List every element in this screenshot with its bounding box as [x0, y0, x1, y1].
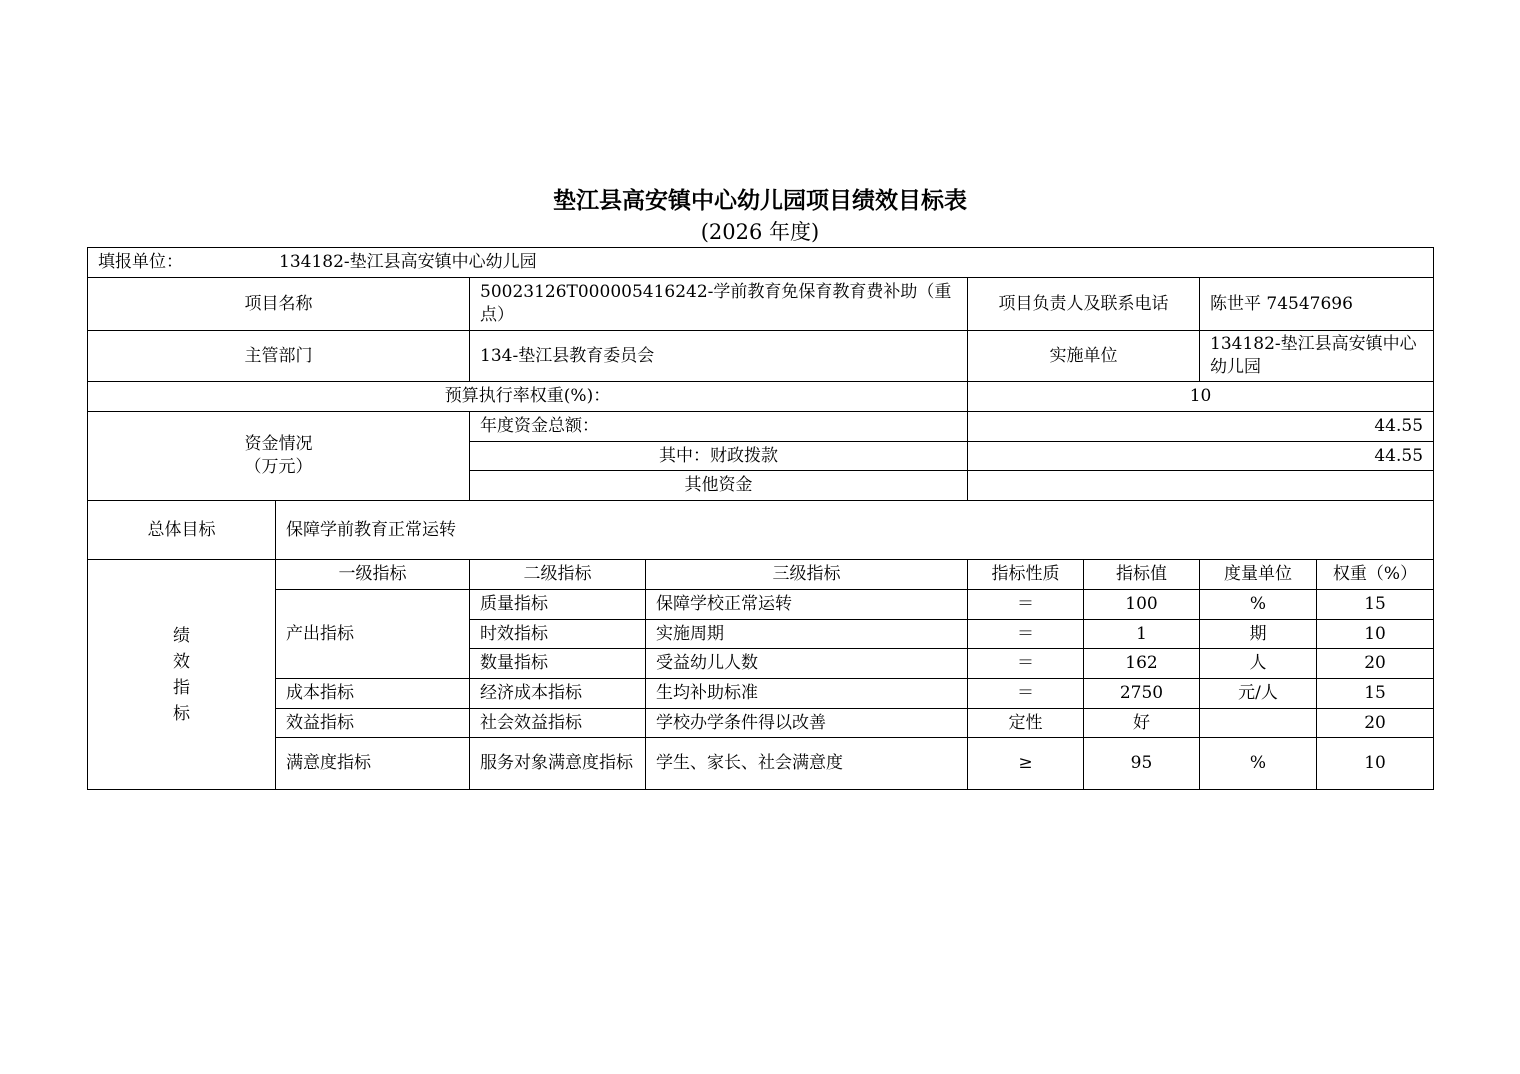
level1-indicator: 满意度指标: [276, 738, 470, 790]
indicator-weight: 10: [1317, 620, 1434, 649]
annual-total-label: 年度资金总额：: [470, 412, 968, 442]
reporting-unit-value: 134182-垫江县高安镇中心幼儿园: [279, 252, 537, 272]
reporting-unit-row: [88, 248, 1434, 278]
indicator-value: 100: [1084, 590, 1200, 620]
level2-indicator: 数量指标: [470, 649, 646, 679]
reporting-unit-cell: [88, 248, 1434, 278]
indicator-value: 2750: [1084, 679, 1200, 709]
level3-indicator: 受益幼儿人数: [646, 649, 968, 679]
column-header: 二级指标: [470, 560, 646, 590]
level2-indicator: 质量指标: [470, 590, 646, 620]
level2-indicator: 经济成本指标: [470, 679, 646, 709]
perf-label-char: 标: [172, 703, 190, 724]
perf-label-char: 绩: [172, 625, 190, 646]
table-row: [88, 709, 1434, 738]
indicator-unit: 元/人: [1200, 679, 1317, 709]
overall-goal-row: [88, 501, 1434, 560]
column-header: 权重（%）: [1317, 560, 1434, 590]
contact-label: 项目负责人及联系电话: [968, 278, 1200, 331]
level2-indicator: 社会效益指标: [470, 709, 646, 738]
budget-weight-value: 10: [968, 382, 1434, 412]
column-header: 指标性质: [968, 560, 1084, 590]
indicator-value: 95: [1084, 738, 1200, 790]
indicator-nature: 定性: [968, 709, 1084, 738]
budget-weight-row: [88, 382, 1434, 412]
funds-label: [88, 412, 470, 501]
department-value: 134-垫江县教育委员会: [470, 331, 968, 382]
indicator-value: 好: [1084, 709, 1200, 738]
level1-indicator: 效益指标: [276, 709, 470, 738]
level1-indicator: 成本指标: [276, 679, 470, 709]
indicator-weight: 20: [1317, 649, 1434, 679]
table-row: [88, 679, 1434, 709]
annual-total-value: 44.55: [968, 412, 1434, 442]
perf-label-char: 效: [172, 651, 190, 672]
indicator-value: 1: [1084, 620, 1200, 649]
indicator-value: 162: [1084, 649, 1200, 679]
indicator-weight: 20: [1317, 709, 1434, 738]
funds-label-line1: 资金情况: [244, 434, 313, 454]
level3-indicator: 实施周期: [646, 620, 968, 649]
indicator-unit: %: [1200, 738, 1317, 790]
department-label: 主管部门: [88, 331, 470, 382]
indicator-unit: 期: [1200, 620, 1317, 649]
indicator-nature: ＝: [968, 590, 1084, 620]
indicator-weight: 15: [1317, 590, 1434, 620]
level3-indicator: 学生、家长、社会满意度: [646, 738, 968, 790]
fiscal-funds-value: 44.55: [968, 442, 1434, 471]
column-header: 一级指标: [276, 560, 470, 590]
level3-indicator: 保障学校正常运转: [646, 590, 968, 620]
level2-indicator: 时效指标: [470, 620, 646, 649]
fiscal-funds-label: 其中：财政拨款: [470, 442, 968, 471]
column-header: 度量单位: [1200, 560, 1317, 590]
department-row: [88, 331, 1434, 382]
reporting-unit-label: 填报单位：: [98, 252, 183, 272]
project-name-row: [88, 278, 1434, 331]
table-row: [88, 738, 1434, 790]
indicator-nature: ＝: [968, 649, 1084, 679]
column-header: 三级指标: [646, 560, 968, 590]
level3-indicator: 生均补助标准: [646, 679, 968, 709]
performance-target-table: [87, 247, 1434, 790]
project-name-label: 项目名称: [88, 278, 470, 331]
implementing-unit-value: 134182-垫江县高安镇中心幼儿园: [1200, 331, 1434, 382]
level2-indicator: 服务对象满意度指标: [470, 738, 646, 790]
document-title: 垫江县高安镇中心幼儿园项目绩效目标表: [553, 188, 967, 214]
indicator-unit: [1200, 709, 1317, 738]
implementing-unit-label: 实施单位: [968, 331, 1200, 382]
document-subtitle: (2026 年度): [700, 220, 820, 244]
contact-value: 陈世平 74547696: [1200, 278, 1434, 331]
other-funds-value: [968, 471, 1434, 501]
indicator-unit: 人: [1200, 649, 1317, 679]
annual-total-row: [88, 412, 1434, 442]
overall-goal-label: 总体目标: [88, 501, 276, 560]
funds-label-line2: （万元）: [244, 457, 313, 477]
performance-indicators-label: [88, 560, 276, 790]
indicator-header-row: [88, 560, 1434, 590]
perf-label-char: 指: [172, 677, 190, 698]
overall-goal-value: 保障学前教育正常运转: [276, 501, 1434, 560]
indicator-nature: ＝: [968, 679, 1084, 709]
budget-weight-label: 预算执行率权重(%)：: [88, 382, 968, 412]
indicator-unit: %: [1200, 590, 1317, 620]
indicator-weight: 15: [1317, 679, 1434, 709]
project-name-value: 50023126T000005416242-学前教育免保育教育费补助（重点）: [470, 278, 968, 331]
indicator-weight: 10: [1317, 738, 1434, 790]
other-funds-label: 其他资金: [470, 471, 968, 501]
level3-indicator: 学校办学条件得以改善: [646, 709, 968, 738]
level1-indicator: 产出指标: [276, 590, 470, 679]
column-header: 指标值: [1084, 560, 1200, 590]
indicator-nature: ≥: [968, 738, 1084, 790]
table-row: [88, 590, 1434, 620]
indicator-nature: ＝: [968, 620, 1084, 649]
